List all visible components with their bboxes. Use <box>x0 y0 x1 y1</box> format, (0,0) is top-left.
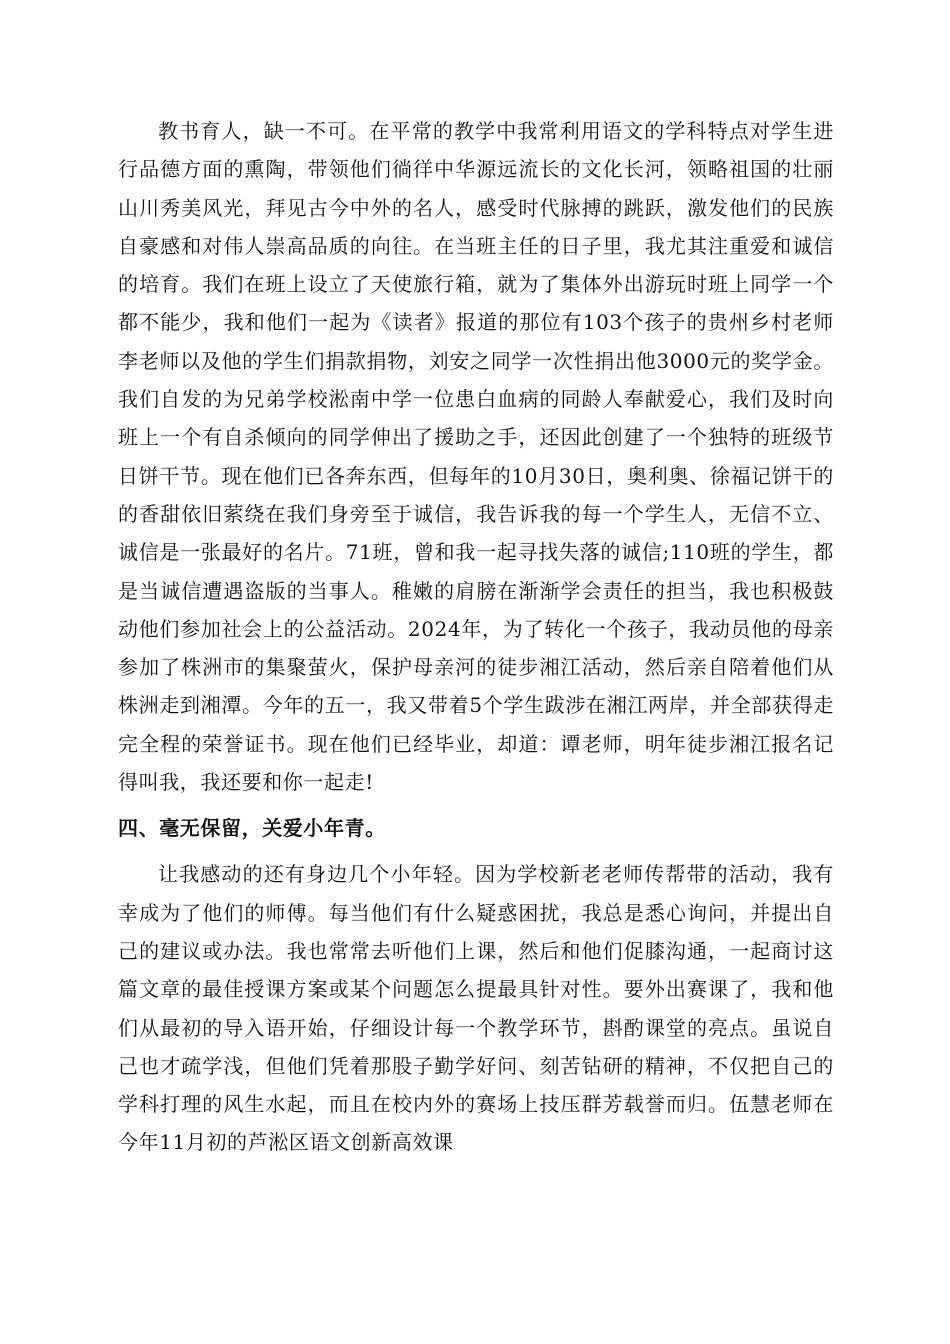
paragraph-teaching-and-integrity: 教书育人，缺一不可。在平常的教学中我常利用语文的学科特点对学生进行品德方面的熏陶，带领他们徜徉中华源远流长的文化长河，领略祖国的壮丽山川秀美风光，拜见古今中外的名人，感受时代脉搏的跳跃，激发他们的民族自豪感和对伟人崇高品质的向往。在当班主任的日子里，我尤其注重爱和诚信的培育。我们在班上设立了天使旅行箱，就为了集体外出游玩时班上同学一个都不能少，我和他们一起为《读者》报道的那位有103个孩子的贵州乡村老师李老师以及他的学生们捐款捐物，刘安之同学一次性捐出他3000元的奖学金。我们自发的为兄弟学校淞南中学一位患白血病的同龄人奉献爱心，我们及时向班上一个有自杀倾向的同学伸出了援助之手，还因此创建了一个独特的班级节日饼干节。现在他们已各奔东西，但每年的10月30日，奥利奥、徐福记饼干的的香甜依旧萦绕在我们身旁至于诚信，我告诉我的每一个学生人，无信不立、诚信是一张最好的名片。71班，曾和我一起寻找失落的诚信;110班的学生，都是当诚信遭遇盗版的当事人。稚嫩的肩膀在渐渐学会责任的担当，我也积极鼓动他们参加社会上的公益活动。2024年，为了转化一个孩子，我动员他的母亲参加了株洲市的集聚萤火，保护母亲河的徒步湘江活动，然后亲自陪着他们从株洲走到湘潭。今年的五一，我又带着5个学生跋涉在湘江两岸，并全部获得走完全程的荣誉证书。现在他们已经毕业，却道：谭老师，明年徒步湘江报名记得叫我，我还要和你一起走! <box>118 119 834 795</box>
paragraph-young-teachers: 让我感动的还有身边几个小年轻。因为学校新老老师传帮带的活动，我有幸成为了他们的师傅。每当他们有什么疑惑困扰，我总是悉心询问，并提出自己的建议或办法。我也常常去听他们上课，然后和他们促膝沟通，一起商讨这篇文章的最佳授课方案或某个问题怎么提最具针对性。要外出赛课了，我和他们从最初的导入语开始，仔细设计每一个教学环节，斟酌课堂的亮点。虽说自己也才疏学浅，但他们凭着那股子勤学好问、刻苦钻研的精神，不仅把自己的学科打理的风生水起，而且在校内外的赛场上技压群芳载誉而归。伍慧老师在今年11月初的芦淞区语文创新高效课 <box>118 862 834 1155</box>
document-page <box>118 112 834 1162</box>
section-heading: 四、毫无保留，关爱小年青。 <box>118 816 386 841</box>
